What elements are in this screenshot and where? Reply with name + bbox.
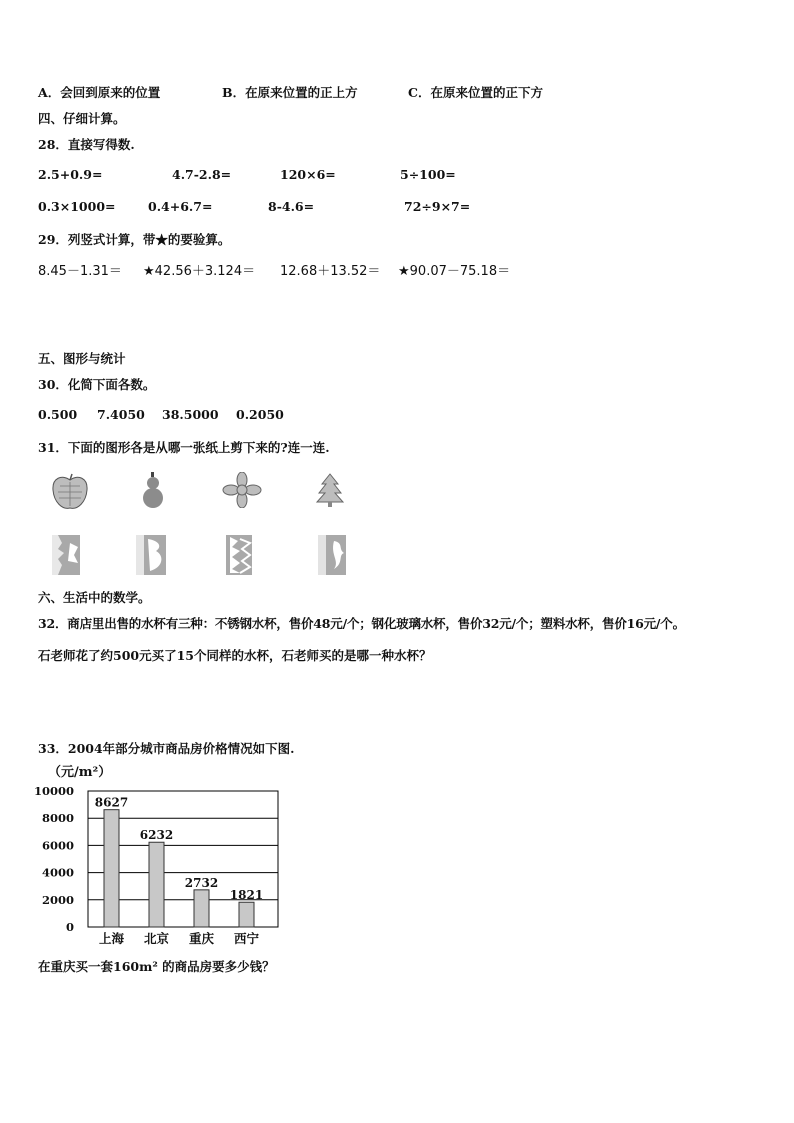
bar bbox=[104, 810, 119, 927]
data-label: 2732 bbox=[184, 875, 219, 890]
data-label: 6232 bbox=[139, 828, 174, 843]
flower-cutout-icon bbox=[222, 472, 262, 508]
x-tick-label: 北京 bbox=[143, 931, 170, 946]
q29-item: ★90.07－75.18＝ bbox=[398, 264, 511, 279]
q28-item: 120×6= bbox=[280, 167, 336, 182]
q28-item: 0.3×1000= bbox=[38, 199, 116, 214]
bar bbox=[149, 842, 164, 927]
q30-title: 30．化简下面各数。 bbox=[38, 377, 156, 392]
y-tick-label: 8000 bbox=[41, 811, 74, 826]
section-six-heading: 六、生活中的数学。 bbox=[38, 590, 151, 605]
tree-cutout-icon bbox=[316, 472, 344, 508]
q33-title: 33．2004年部分城市商品房价格情况如下图. bbox=[38, 741, 295, 756]
y-axis-label: （元/m²） bbox=[48, 765, 112, 780]
paper-sheet-4-icon bbox=[316, 533, 348, 577]
y-tick-label: 0 bbox=[65, 920, 74, 934]
apple-cutout-icon bbox=[50, 472, 90, 512]
y-tick-label: 2000 bbox=[41, 892, 74, 907]
option-c: C．在原来位置的正下方 bbox=[408, 85, 543, 100]
q30-item: 7.4050 bbox=[97, 407, 145, 422]
section-five-heading: 五、图形与统计 bbox=[38, 351, 126, 366]
q28-item: 72÷9×7= bbox=[404, 199, 471, 214]
q29-item: ★42.56＋3.124＝ bbox=[143, 264, 256, 279]
q32-line1: 32．商店里出售的水杯有三种：不锈钢水杯，售价48元/个；钢化玻璃水杯，售价32元/个；塑料水杯，售价16元/个。 bbox=[38, 616, 685, 631]
bar bbox=[239, 902, 254, 927]
data-label: 8627 bbox=[94, 795, 129, 810]
section-four-heading: 四、仔细计算。 bbox=[38, 111, 126, 126]
q33-question: 在重庆买一套160m² 的商品房要多少钱？ bbox=[38, 959, 275, 974]
q30-item: 38.5000 bbox=[162, 407, 219, 422]
price-bar-chart bbox=[28, 764, 288, 952]
y-tick-label: 4000 bbox=[41, 865, 74, 880]
data-label: 1821 bbox=[229, 888, 264, 903]
gourd-cutout-icon bbox=[138, 472, 168, 510]
q28-item: 0.4+6.7= bbox=[148, 199, 213, 214]
paper-sheet-3-icon bbox=[224, 533, 254, 577]
q28-title: 28．直接写得数. bbox=[38, 137, 135, 152]
q32-line2: 石老师花了约500元买了15个同样的水杯，石老师买的是哪一种水杯？ bbox=[38, 648, 432, 663]
q28-item: 5÷100= bbox=[400, 167, 456, 182]
paper-sheet-1-icon bbox=[50, 533, 82, 577]
option-a: A．会回到原来的位置 bbox=[38, 85, 161, 100]
paper-sheet-2-icon bbox=[134, 533, 168, 577]
q30-item: 0.2050 bbox=[236, 407, 284, 422]
x-tick-label: 西宁 bbox=[233, 931, 260, 946]
q29-title: 29．列竖式计算，带★的要验算。 bbox=[38, 232, 231, 247]
q29-item: 12.68＋13.52＝ bbox=[280, 264, 381, 279]
y-tick-label: 10000 bbox=[33, 784, 74, 798]
q30-item: 0.500 bbox=[38, 407, 78, 422]
q28-item: 2.5+0.9= bbox=[38, 167, 103, 182]
x-tick-label: 上海 bbox=[98, 931, 125, 946]
y-tick-label: 6000 bbox=[41, 838, 74, 853]
option-b: B．在原来位置的正上方 bbox=[222, 85, 358, 100]
q28-item: 8-4.6= bbox=[268, 199, 315, 214]
q29-item: 8.45－1.31＝ bbox=[38, 264, 122, 279]
x-tick-label: 重庆 bbox=[188, 931, 215, 946]
bar bbox=[194, 890, 209, 927]
q28-item: 4.7-2.8= bbox=[172, 167, 232, 182]
q31-title: 31．下面的图形各是从哪一张纸上剪下来的?连一连. bbox=[38, 440, 330, 455]
